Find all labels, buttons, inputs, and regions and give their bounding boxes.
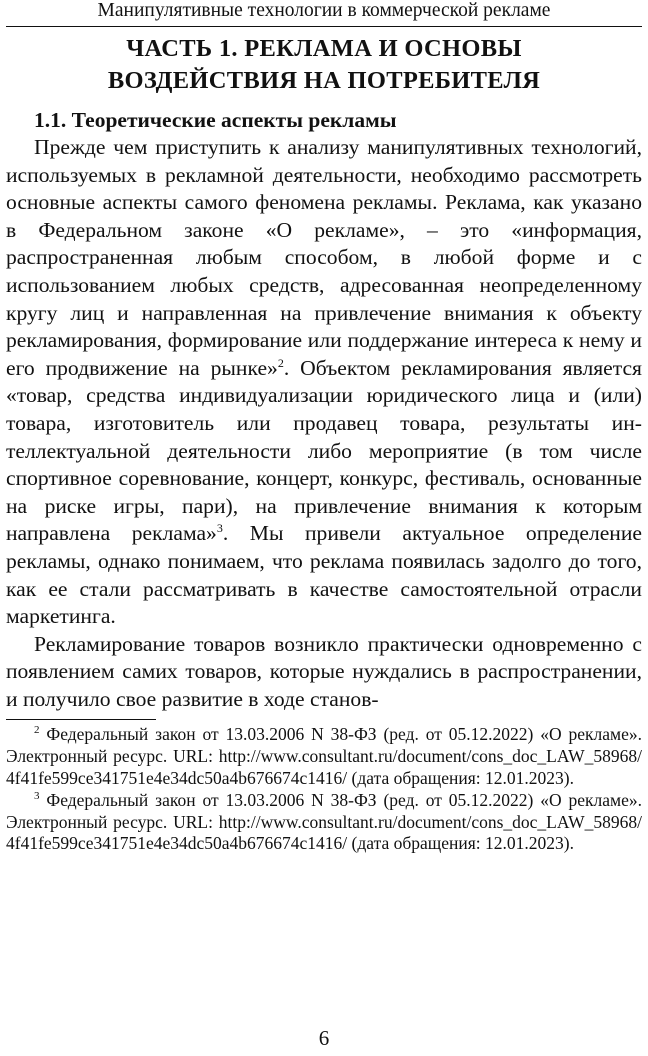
paragraph-1	[6, 134, 642, 631]
footnote-2-number: 2	[34, 724, 40, 737]
part-title	[6, 33, 642, 97]
footnote-3-number: 3	[34, 789, 40, 802]
paragraph-1-part-1: Прежде чем приступить к анализу манипулятивных технологий, используемых в рекламной деятельности, необходимо рассмотреть основные аспекты самого феномена рекламы. Реклама, как указано в Федеральном законе «О рекламе», – это «информация, распространенная любым способом, в любой форме и с использованием любых средств, адресованная неопределенному кругу лиц и направленная на привлечение внимания к объекту рекламирования, формирование или поддержание интереса к нему и его продвижение на рынке»	[6, 135, 642, 380]
running-header: Манипулятивные технологии в коммерческой рекламе	[6, 0, 642, 27]
body-text	[6, 134, 642, 713]
part-title-line-2: ВОЗДЕЙСТВИЯ НА ПОТРЕБИТЕЛЯ	[107, 67, 541, 94]
section-title: 1.1. Теоретические аспекты рекламы	[34, 108, 397, 132]
part-title-line-1: ЧАСТЬ 1. РЕКЛАМА И ОСНОВЫ	[126, 35, 522, 62]
footnote-separator	[6, 719, 156, 720]
paragraph-1-part-2: . Объектом рекламирования является «товар, средства индивидуализации юридического лица и (или) товара, изготовитель или продавец товара, результаты интеллектуальной деятельности либо мероприятие (в том числе спортивное соревнование, концерт, конкурс, фестиваль, основанные на риске игры, пари), на привлечение внимания к которым направлена реклама»	[6, 355, 642, 546]
paragraph-1-part-3: . Мы привели актуальное определение рекламы, однако понимаем, что реклама появилась задолго до того, как ее стали рассматривать в качестве самостоятельной отрасли маркетинга.	[6, 521, 642, 629]
footnote-ref-2: 2	[277, 355, 284, 370]
footnote-3	[6, 790, 642, 855]
footnote-3-text: Федеральный закон от 13.03.2006 N 38-ФЗ (ред. от 05.12.2022) «О рекламе». Электронный ресурс. URL: http://www.consultant.ru/​document/​cons_doc_LAW_58968/​4f41fe599ce341751e4e34dc50a4b67667​4c1416/ (дата обращения: 12.01.2023).	[6, 789, 642, 854]
page-number: 6	[318, 1026, 330, 1050]
paragraph-2: Рекламирование товаров возникло практически одновременно с появлением самих товаров, которые нуждались в распространении, и получило свое развитие в ходе станов-	[6, 631, 642, 711]
footnote-2-text: Федеральный закон от 13.03.2006 N 38-ФЗ (ред. от 05.12.2022) «О рекламе». Электронный ресурс. URL: http://www.consultant.ru/​document/​cons_doc_LAW_58968/​4f41fe599ce341751e4e34dc50a4b67667​4c1416/ (дата обращения: 12.01.2023).	[6, 724, 642, 789]
footnotes	[6, 724, 642, 855]
footnote-2	[6, 724, 642, 789]
footnote-ref-3: 3	[216, 521, 223, 536]
